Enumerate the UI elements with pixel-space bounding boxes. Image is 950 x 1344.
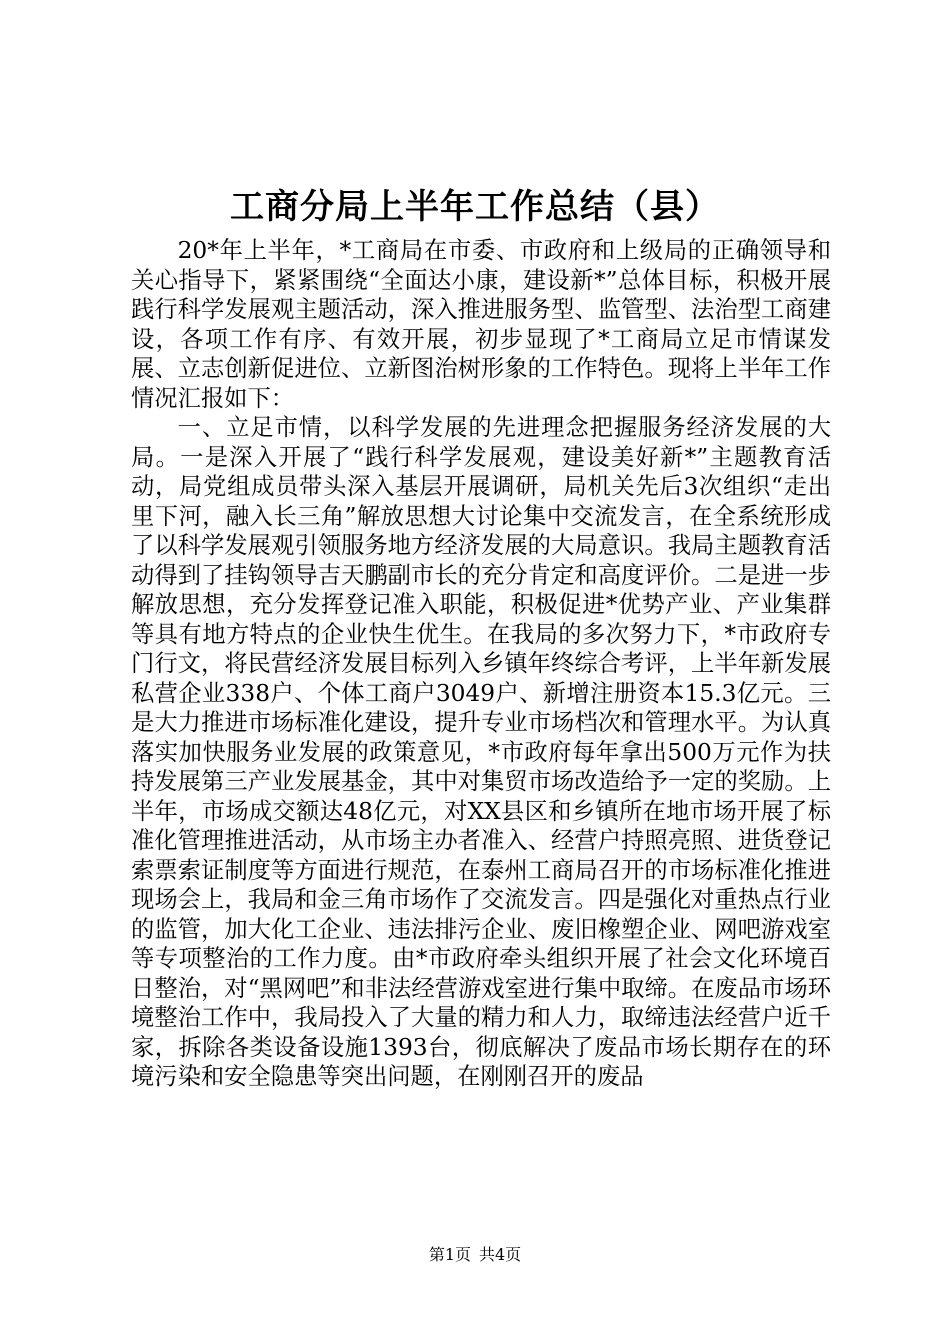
document-body: [131, 236, 831, 1092]
document-title: 工商分局上半年工作总结（县）: [230, 187, 720, 227]
paragraph-intro: 20*年上半年，*工商局在市委、市政府和上级局的正确领导和关心指导下，紧紧围绕“全面达小康，建设新*”总体目标，积极开展践行科学发展观主题活动，深入推进服务型、监管型、法治型工商建设，各项工作有序、有效开展，初步显现了*工商局立足市情谋发展、立志创新促进位、立新图治树形象的工作特色。现将上半年工作情况汇报如下：: [131, 237, 831, 412]
page-number: 第1页: [428, 1245, 471, 1264]
page-footer: [0, 1243, 950, 1267]
page-total: 共4页: [479, 1245, 522, 1264]
paragraph-section-one: 一、立足市情，以科学发展的先进理念把握服务经济发展的大局。一是深入开展了“践行科学发展观，建设美好新*”主题教育活动，局党组成员带头深入基层开展调研，局机关先后3次组织“走出里下河，融入长三角”解放思想大讨论集中交流发言，在全系统形成了以科学发展观引领服务地方经济发展的大局意识。我局主题教育活动得到了挂钩领导吉天鹏副市长的充分肯定和高度评价。二是进一步解放思想，充分发挥登记准入职能，积极促进*优势产业、产业集群等具有地方特点的企业快生优生。在我局的多次努力下，*市政府专门行文，将民营经济发展目标列入乡镇年终综合考评，上半年新发展私营企业338户、个体工商户3049户、新增注册资本15.3亿元。三是大力推进市场标准化建设，提升专业市场档次和管理水平。为认真落实加快服务业发展的政策意见，*市政府每年拿出500万元作为扶持发展第三产业发展基金，其中对集贸市场改造给予一定的奖励。上半年，市场成交额达48亿元，对XX县区和乡镇所在地市场开展了标准化管理推进活动，从市场主办者准入、经营户持照亮照、进货登记索票索证制度等方面进行规范，在泰州工商局召开的市场标准化推进现场会上，我局和金三角市场作了交流发言。四是强化对重热点行业的监管，加大化工企业、违法排污企业、废旧橡塑企业、网吧游戏室等专项整治的工作力度。由*市政府牵头组织开展了社会文化环境百日整治，对“黑网吧”和非法经营游戏室进行集中取缔。在废品市场环境整治工作中，我局投入了大量的精力和人力，取缔违法经营户近千家，拆除各类设备设施1393台，彻底解决了废品市场长期存在的环境污染和安全隐患等突出问题，在刚刚召开的废品: [131, 414, 831, 1090]
